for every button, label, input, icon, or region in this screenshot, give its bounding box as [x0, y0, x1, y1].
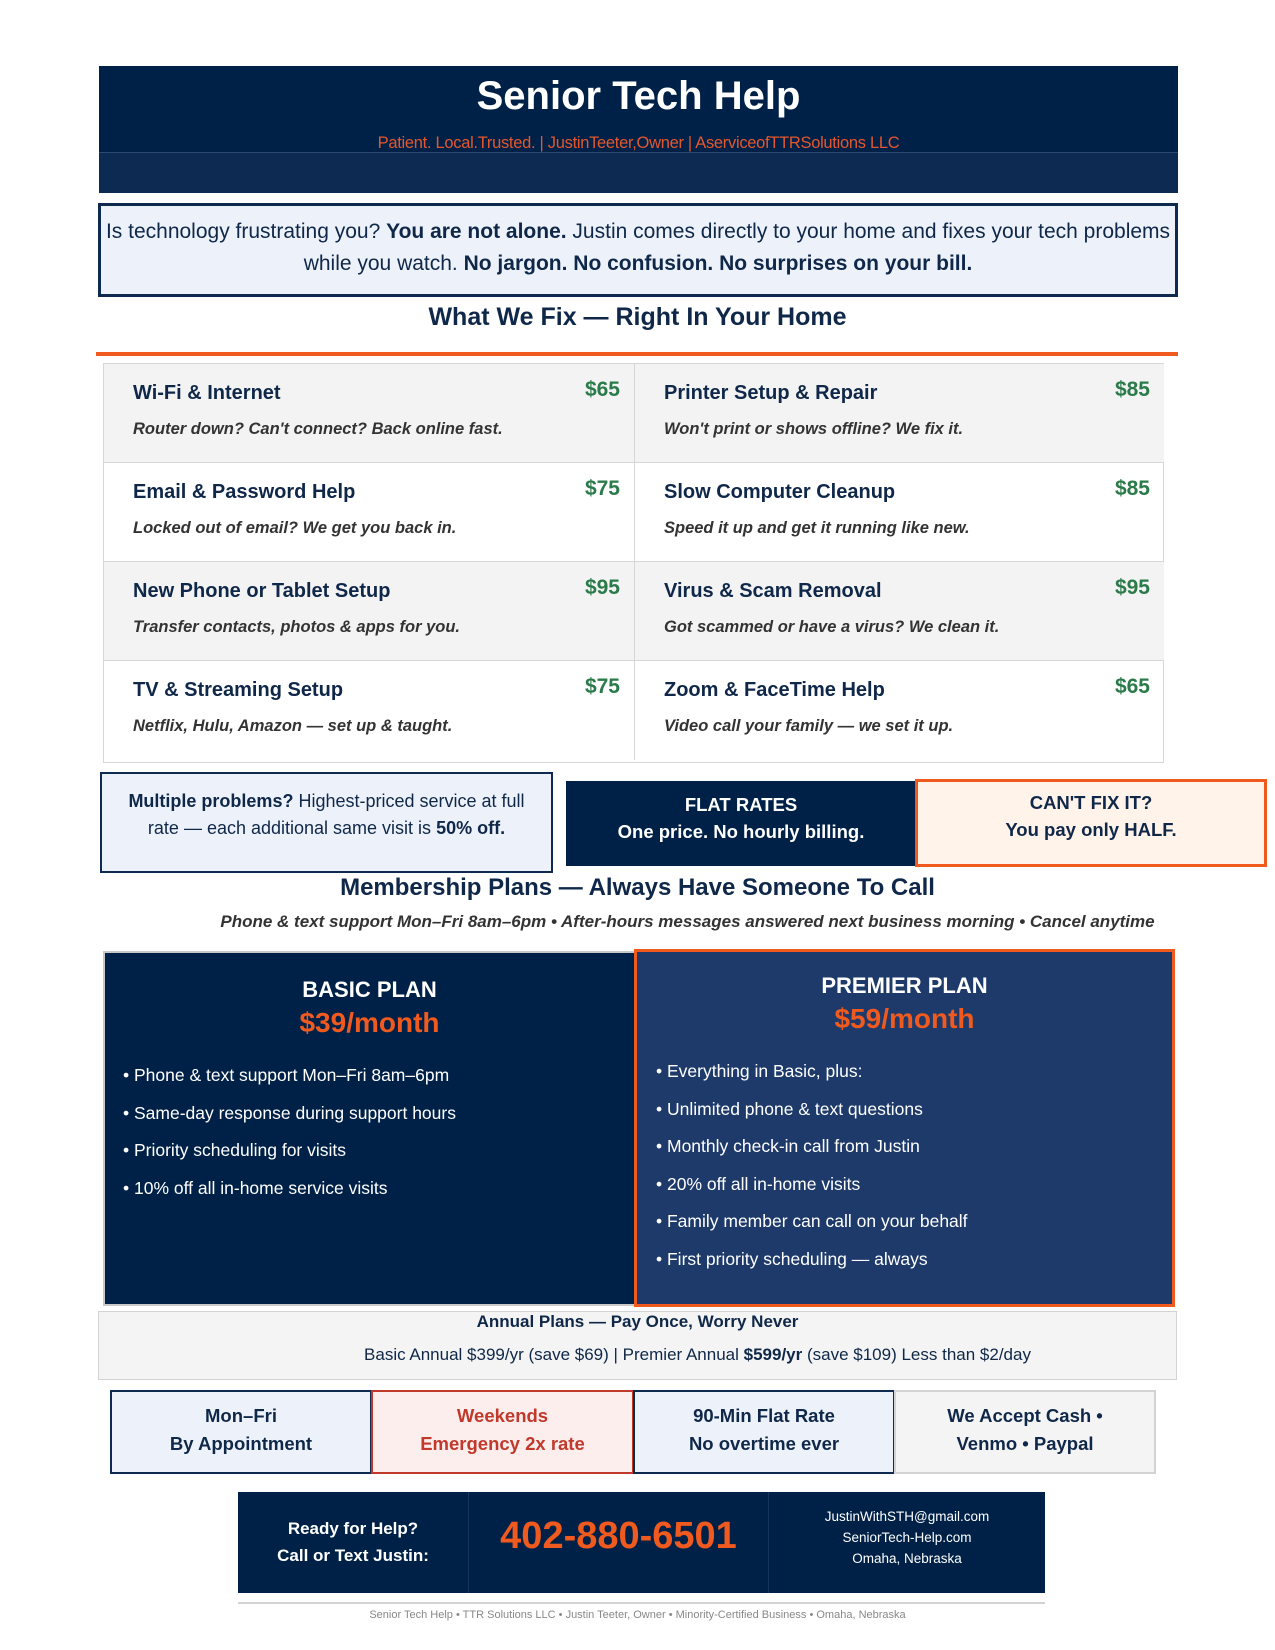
intro-bold-1: You are not alone.: [386, 220, 567, 243]
plan-feature: • 20% off all in-home visits: [656, 1173, 861, 1194]
weekday-hours-box: [110, 1390, 372, 1474]
service-price: $85: [1114, 477, 1150, 500]
service-price: $75: [584, 477, 620, 500]
cta-line-1: Ready for Help?: [287, 1519, 419, 1538]
service-name: Email & Password Help: [133, 481, 356, 503]
service-name: Slow Computer Cleanup: [664, 481, 896, 503]
annual-basic: Basic Annual $399/yr (save $69): [364, 1345, 609, 1364]
header-banner: [99, 66, 1178, 193]
service-item-slow-computer: [634, 463, 1164, 562]
multi-bold-1: Multiple problems?: [128, 791, 294, 811]
service-name: Zoom & FaceTime Help: [664, 679, 885, 701]
plan-features: [123, 1065, 456, 1215]
cant-fix-text: You pay only HALF.: [1005, 819, 1177, 840]
plan-price: $59/month: [834, 1003, 975, 1034]
plan-feature: • Everything in Basic, plus:: [656, 1061, 863, 1081]
service-name: TV & Streaming Setup: [133, 679, 344, 701]
service-desc: Locked out of email? We get you back in.: [133, 519, 457, 537]
service-item-printer: [634, 364, 1164, 463]
service-item-tv: [104, 661, 634, 760]
annual-premier-price: $599/yr: [743, 1345, 803, 1364]
intro-box: [98, 203, 1178, 297]
multi-text: Highest-priced service at full rate — each additional same visit is: [147, 791, 525, 838]
email-link[interactable]: JustinWithSTH@gmail.com: [824, 1509, 990, 1524]
weekend-emergency-box: [371, 1390, 634, 1474]
service-price: $65: [1114, 675, 1150, 698]
service-item-virus: [634, 562, 1164, 661]
service-item-wifi: [104, 364, 634, 463]
basic-plan-card: [103, 951, 634, 1306]
box-line-2: By Appointment: [169, 1433, 313, 1454]
service-price: $95: [584, 576, 620, 599]
box-line-2: No overtime ever: [688, 1433, 840, 1454]
service-desc: Got scammed or have a virus? We clean it.: [664, 618, 1000, 636]
header-tagline: Patient. Local.Trusted. | JustinTeeter,Owner | AserviceofTTRSolutions LLC: [377, 134, 900, 152]
footer-text: Senior Tech Help • TTR Solutions LLC • Justin Teeter, Owner • Minority-Certified Business • Omaha, Nebraska: [369, 1609, 906, 1621]
plan-feature: • 10% off all in-home service visits: [123, 1177, 388, 1198]
cant-fix-title: CAN'T FIX IT?: [1029, 792, 1153, 813]
annual-plans-box: [98, 1311, 1177, 1380]
box-line-2: Emergency 2x rate: [420, 1433, 585, 1454]
orange-divider: [96, 352, 1178, 356]
plan-name: PREMIER PLAN: [821, 973, 988, 998]
cant-fix-box: [915, 779, 1267, 867]
service-name: Printer Setup & Repair: [664, 382, 878, 404]
plan-feature: • Priority scheduling for visits: [123, 1140, 347, 1160]
box-line-1: Weekends: [456, 1405, 549, 1426]
annual-pricing: [99, 1345, 1176, 1365]
plan-name: BASIC PLAN: [302, 977, 437, 1002]
service-price: $75: [584, 675, 620, 698]
membership-subtitle: Phone & text support Mon–Fri 8am–6pm • After-hours messages answered next business morning • Cancel anytime: [220, 912, 1155, 931]
plan-features: [656, 1061, 968, 1286]
service-desc: Won't print or shows offline? We fix it.: [664, 420, 964, 438]
service-name: Virus & Scam Removal: [664, 580, 882, 602]
header-band: [99, 152, 1178, 193]
multi-bold-2: 50% off.: [436, 818, 506, 838]
services-grid: [103, 363, 1164, 763]
box-line-1: We Accept Cash •: [947, 1405, 1103, 1426]
service-name: New Phone or Tablet Setup: [133, 580, 391, 602]
box-line-1: 90-Min Flat Rate: [693, 1405, 835, 1426]
location: Omaha, Nebraska: [852, 1551, 962, 1566]
service-item-phone-tablet: [104, 562, 634, 661]
service-item-zoom: [634, 661, 1164, 760]
service-price: $85: [1114, 378, 1150, 401]
payment-methods-box: [894, 1390, 1156, 1474]
flat-rate-box: [633, 1390, 895, 1474]
membership-heading: Membership Plans — Always Have Someone To Call: [340, 874, 935, 901]
plan-feature: • Monthly check-in call from Justin: [656, 1136, 920, 1156]
website-link[interactable]: SeniorTech-Help.com: [842, 1530, 972, 1545]
plan-feature: • Same-day response during support hours: [123, 1102, 456, 1123]
annual-title: Annual Plans — Pay Once, Worry Never: [476, 1312, 799, 1331]
service-item-email: [104, 463, 634, 562]
cta-line-2: Call or Text Justin:: [277, 1546, 429, 1565]
page-title: Senior Tech Help: [476, 74, 801, 118]
box-line-1: Mon–Fri: [205, 1405, 277, 1426]
service-price: $65: [584, 378, 620, 401]
contact-cta: [238, 1492, 469, 1593]
flat-rates-box: [566, 781, 916, 866]
box-line-2: Venmo • Paypal: [956, 1433, 1094, 1454]
service-desc: Transfer contacts, photos & apps for you.: [133, 618, 460, 636]
plan-price: $39/month: [299, 1007, 440, 1038]
service-name: Wi-Fi & Internet: [133, 382, 281, 404]
intro-text-2: Justin comes directly to your home and fixes your tech problems while you watch.: [303, 220, 1171, 275]
plan-feature: • First priority scheduling — always: [656, 1248, 928, 1269]
service-desc: Netflix, Hulu, Amazon — set up & taught.: [133, 717, 453, 735]
services-heading: What We Fix — Right In Your Home: [428, 303, 847, 331]
flat-rates-text: One price. No hourly billing.: [617, 821, 865, 842]
annual-premier-label: Premier Annual: [622, 1345, 744, 1364]
annual-separator: |: [608, 1345, 623, 1364]
flat-rates-title: FLAT RATES: [684, 794, 798, 815]
phone-number[interactable]: 402-880-6501: [469, 1492, 769, 1593]
service-price: $95: [1114, 576, 1150, 599]
service-desc: Speed it up and get it running like new.: [664, 519, 970, 537]
footer-divider: [238, 1602, 1045, 1604]
multiple-problems-box: [100, 772, 553, 873]
service-desc: Router down? Can't connect? Back online fast.: [133, 420, 503, 438]
annual-premier-note: (save $109) Less than $2/day: [802, 1345, 1031, 1364]
plan-feature: • Family member can call on your behalf: [656, 1211, 968, 1231]
contact-bar: [238, 1492, 1045, 1593]
service-desc: Video call your family — we set it up.: [664, 717, 954, 735]
intro-bold-2: No jargon. No confusion. No surprises on your bill.: [463, 252, 973, 275]
premier-plan-card: [634, 949, 1175, 1307]
intro-text-1: Is technology frustrating you?: [105, 220, 387, 243]
plan-feature: • Unlimited phone & text questions: [656, 1098, 923, 1119]
contact-details: [769, 1492, 1045, 1593]
plan-feature: • Phone & text support Mon–Fri 8am–6pm: [123, 1065, 450, 1085]
